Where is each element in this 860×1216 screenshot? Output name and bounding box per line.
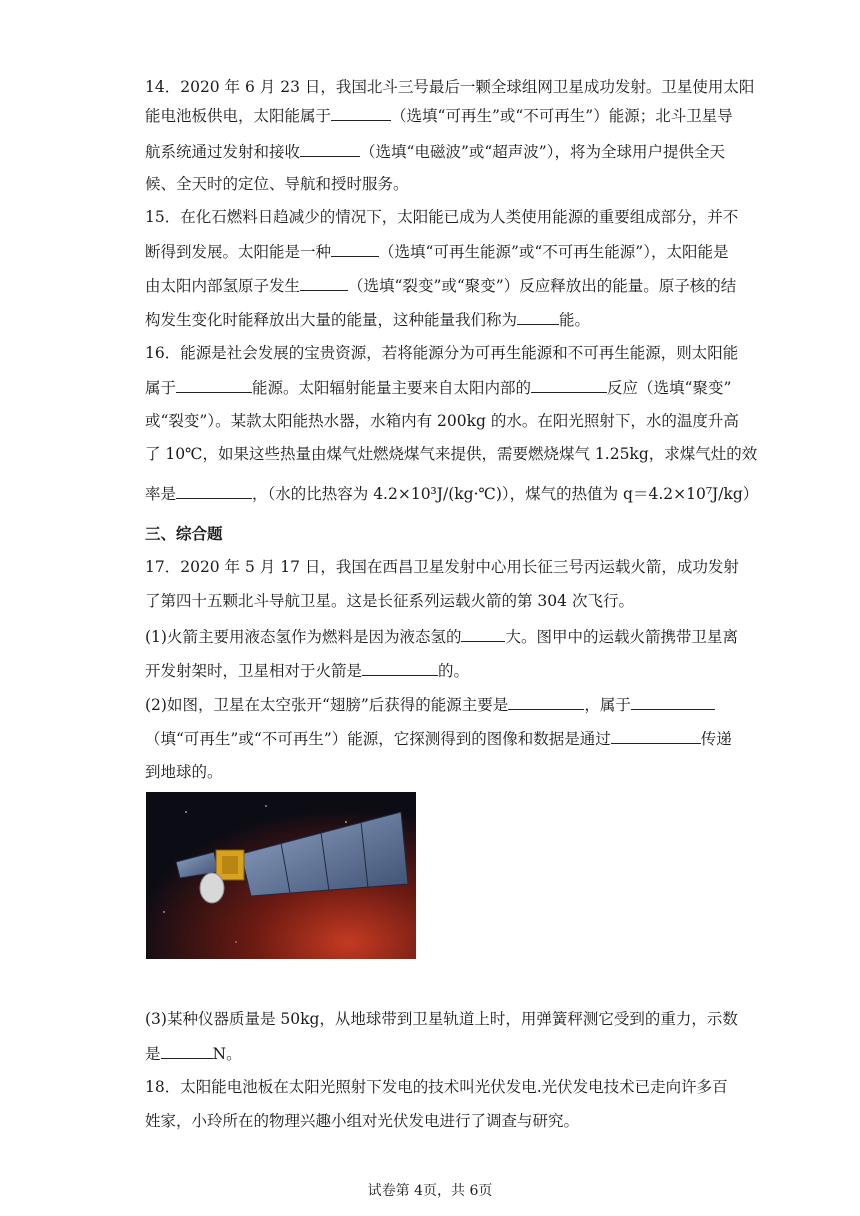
q14-line-1: 14．2020 年 6 月 23 日，我国北斗三号最后一颗全球组网卫星成功发射。卫星使用太阳 <box>145 78 755 96</box>
q17-answer-blank-3[interactable] <box>508 693 584 710</box>
q15-line-2: 断得到发展。太阳能是一种 （选填“可再生能源”或“不可再生能源”），太阳能是 <box>145 240 728 263</box>
q17-answer-blank-1[interactable] <box>461 625 505 642</box>
q17-answer-blank-4[interactable] <box>631 693 715 710</box>
q16-answer-blank-1[interactable] <box>176 376 252 393</box>
q15-line-1: 15．在化石燃料日趋减少的情况下，太阳能已成为人类使用能源的重要组成部分，并不 <box>145 208 739 226</box>
q17-part1-line-1: (1)火箭主要用液态氢作为燃料是因为液态氢的 大。图甲中的运载火箭携带卫星离 <box>145 625 738 648</box>
q17-part2-line-3: 到地球的。 <box>145 763 223 781</box>
q17-answer-blank-5[interactable] <box>611 727 701 744</box>
q17-line-1: 17．2020 年 5 月 17 日，我国在西昌卫星发射中心用长征三号丙运载火箭，成功发射 <box>145 558 739 576</box>
q17-answer-blank-6[interactable] <box>161 1042 213 1059</box>
q15-line-4: 构发生变化时能释放出大量的能量，这种能量我们称为 能。 <box>145 308 590 331</box>
q17-part1-line-2: 开发射架时，卫星相对于火箭是 的。 <box>145 659 469 682</box>
q17-part3-line-1: (3)某种仪器质量是 50kg，从地球带到卫星轨道上时，用弹簧秤测它受到的重力，示数 <box>145 1010 738 1028</box>
q17-part2-line-1: (2)如图，卫星在太空张开“翅膀”后获得的能源主要是 ，属于 <box>145 693 715 716</box>
q18-line-2: 姓家，小玲所在的物理兴趣小组对光伏发电进行了调查与研究。 <box>145 1112 580 1130</box>
section-heading: 三、综合题 <box>145 525 223 543</box>
q17-part2-line-2: （填“可再生”或“不可再生”）能源，它探测得到的图像和数据是通过 传递 <box>145 727 732 750</box>
q16-line-1: 16．能源是社会发展的宝贵资源，若将能源分为可再生能源和不可再生能源，则太阳能 <box>145 344 739 362</box>
q14-line-4: 候、全天时的定位、导航和授时服务。 <box>145 175 409 193</box>
q16-answer-blank-3[interactable] <box>176 482 252 499</box>
q16-line-4: 了 10℃，如果这些热量由煤气灶燃烧煤气来提供，需要燃烧煤气 1.25kg，求煤气灶的效 <box>145 445 758 463</box>
q14-line-3: 航系统通过发射和接收 （选填“电磁波”或“超声波”），将为全球用户提供全天 <box>145 140 725 163</box>
q16-line-5: 率是 ，（水的比热容为 4.2×10³J/(kg·℃)），煤气的热值为 q＝4.2×10⁷J/kg） <box>145 482 758 505</box>
page-footer: 试卷第 4页，共 6页 <box>367 1183 493 1199</box>
q18-line-1: 18．太阳能电池板在太阳光照射下发电的技术叫光伏发电.光伏发电技术已走向许多百 <box>145 1078 728 1096</box>
q14-answer-blank-2[interactable] <box>300 140 360 157</box>
q16-line-3: 或“裂变”）。某款太阳能热水器，水箱内有 200kg 的水。在阳光照射下，水的温度升高 <box>145 412 739 430</box>
q15-answer-blank-3[interactable] <box>517 308 559 325</box>
q15-answer-blank-1[interactable] <box>331 240 379 257</box>
q14-line-2: 能电池板供电，太阳能属于 （选填“可再生”或“不可再生”）能源；北斗卫星导 <box>145 104 733 127</box>
q17-line-2: 了第四十五颗北斗导航卫星。这是长征系列运载火箭的第 304 次飞行。 <box>145 592 634 610</box>
satellite-photo <box>146 792 416 959</box>
q15-line-3: 由太阳内部氢原子发生 （选填“裂变”或“聚变”）反应释放出的能量。原子核的结 <box>145 274 736 297</box>
q16-answer-blank-2[interactable] <box>531 376 607 393</box>
q16-line-2: 属于 能源。太阳辐射能量主要来自太阳内部的 反应（选填“聚变” <box>145 376 731 399</box>
q15-answer-blank-2[interactable] <box>300 274 348 291</box>
q17-part3-line-2: 是 N。 <box>145 1042 242 1065</box>
q17-answer-blank-2[interactable] <box>362 659 438 676</box>
q14-answer-blank-1[interactable] <box>331 104 391 121</box>
